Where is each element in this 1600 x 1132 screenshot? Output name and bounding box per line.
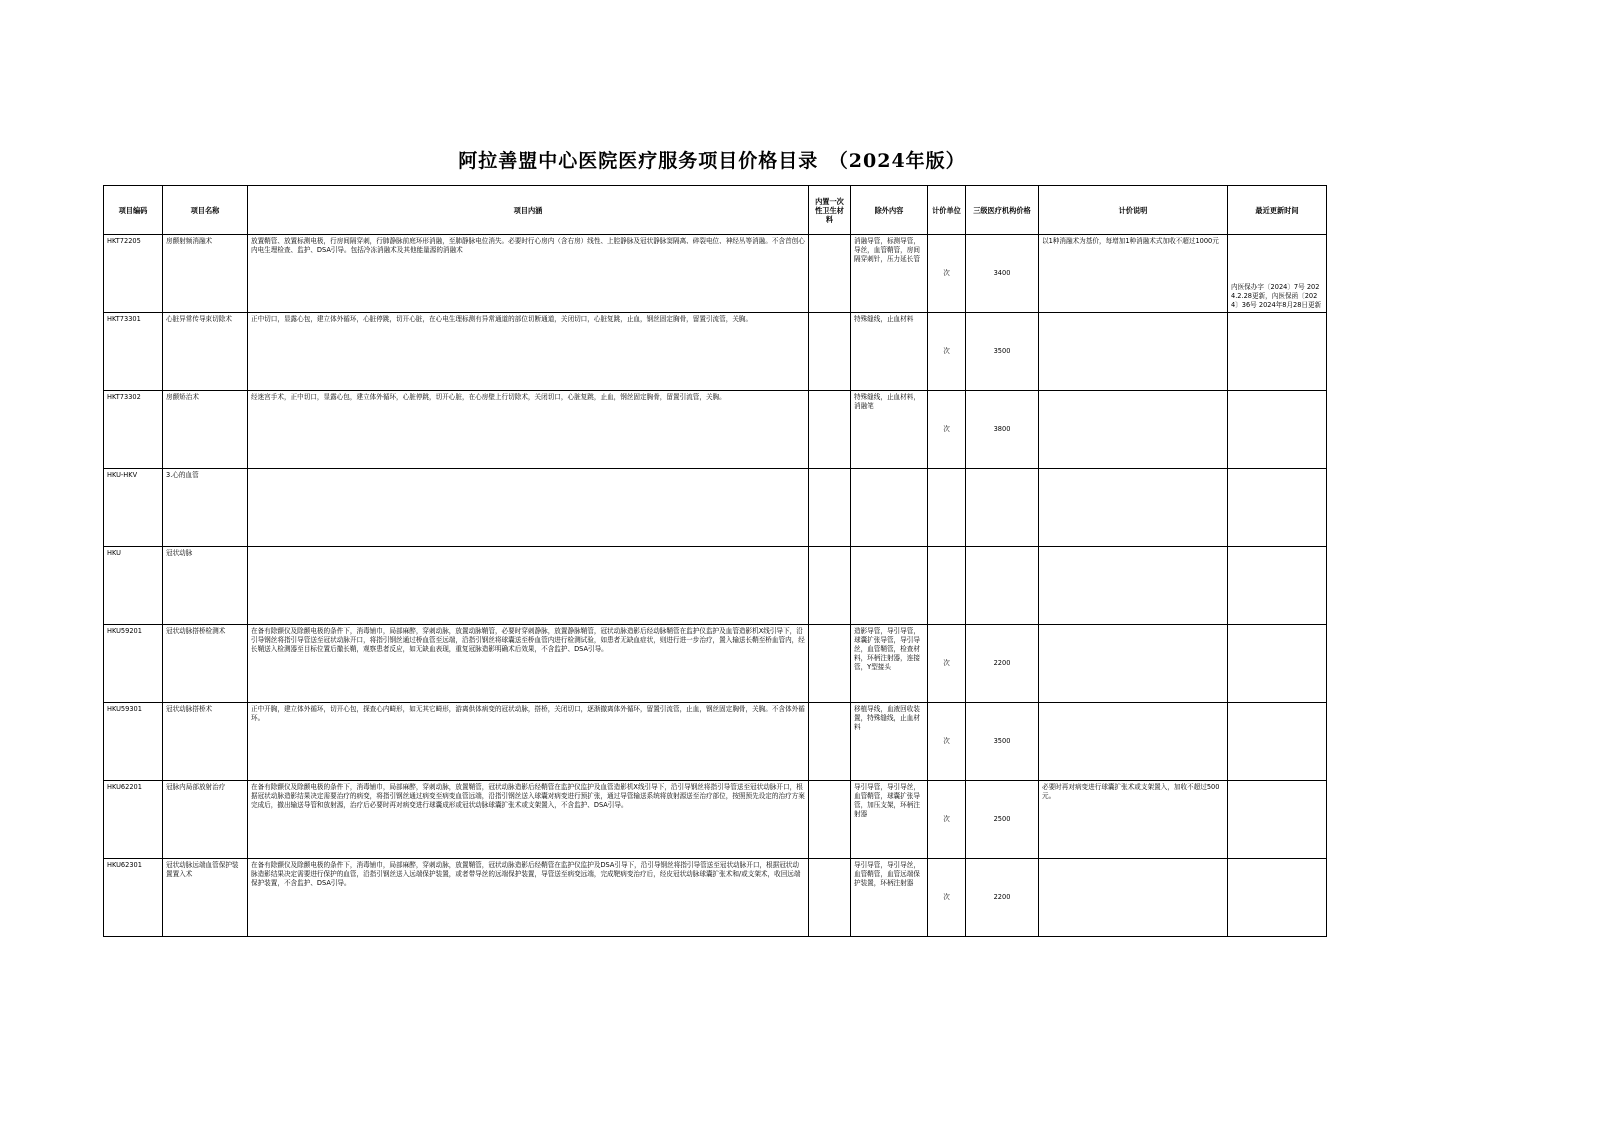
item-consumables: [809, 781, 851, 859]
item-pricing-notes: [1039, 859, 1228, 937]
item-exclusions: 移植导线，血液回收装置，特殊缝线，止血材料: [851, 703, 928, 781]
table-row: [104, 235, 1327, 313]
table-row: [104, 859, 1327, 937]
item-unit: 次: [928, 781, 966, 859]
item-name: 冠状动脉远端血管保护装置置入术: [163, 859, 248, 937]
item-exclusions: 消融导管，标测导管，导丝，血管鞘管，房间隔穿刺针，压力延长管: [851, 235, 928, 313]
item-pricing-notes: [1039, 625, 1228, 703]
item-code: HKU62301: [104, 859, 163, 937]
item-price: [966, 469, 1039, 547]
item-price: 2200: [966, 625, 1039, 703]
item-content: 正中开胸，建立体外循环，切开心包，探查心内畸形，如无其它畸形，游离供体病变的冠状动脉，搭桥，关闭切口，逐渐撤离体外循环，留置引流管，止血，钢丝固定胸骨，关胸。不含体外循环。: [248, 703, 809, 781]
item-name: 心脏异常传导束切除术: [163, 313, 248, 391]
item-unit: [928, 469, 966, 547]
item-exclusions: [851, 469, 928, 547]
item-price: 3800: [966, 391, 1039, 469]
item-consumables: [809, 547, 851, 625]
item-name: 冠状动脉: [163, 547, 248, 625]
item-content: 在备有除颤仪及除颤电极的条件下，消毒铺巾，局部麻醉，穿刺动脉，放置鞘管，冠状动脉造影后经鞘管在监护仪监护及血管造影机X线引导下，沿引导钢丝将指引导管送至冠状动脉开口，根据冠状动脉造影结果决定需要治疗的病变，将指引钢丝通过病变至病变血管远端，沿指引钢丝送入球囊对病变进行预扩张，通过导管输送系统将放射源送至治疗部位，按照预先设定的治疗方案完成后，撤出输送导管和放射源，治疗后必要时再对病变进行球囊成形或冠状动脉球囊扩张术或支架置入，不含监护、DSA引导。: [248, 781, 809, 859]
item-consumables: [809, 859, 851, 937]
item-updated: [1228, 469, 1327, 547]
item-code: HKT73302: [104, 391, 163, 469]
item-updated: [1228, 313, 1327, 391]
item-updated: [1228, 781, 1327, 859]
item-code: HKU62201: [104, 781, 163, 859]
column-header-content: 项目内涵: [248, 186, 809, 235]
item-exclusions: 导引导管，导引导丝，血管鞘管，血管远端保护装置，环柄注射器: [851, 859, 928, 937]
item-consumables: [809, 703, 851, 781]
item-unit: 次: [928, 235, 966, 313]
item-name: 房颤矫治术: [163, 391, 248, 469]
table-row: [104, 391, 1327, 469]
item-code: HKU59301: [104, 703, 163, 781]
item-content: 正中切口，显露心包，建立体外循环，心脏停跳，切开心脏，在心电生理标测有异常通道的部位切断通道，关闭切口，心脏复跳，止血，钢丝固定胸骨，留置引流管，关胸。: [248, 313, 809, 391]
table-header-row: [104, 186, 1327, 235]
item-content: [248, 547, 809, 625]
item-content: 在备有除颤仪及除颤电极的条件下，消毒铺巾，局部麻醉，穿刺动脉，放置动脉鞘管，必要时穿刺静脉，放置静脉鞘管，冠状动脉造影后经动脉鞘管在监护仪监护及血管造影机X线引导下，沿引导钢丝将指引导管送至冠状动脉开口，将指引钢丝通过桥血管至远端，沿指引钢丝将球囊送至桥血管内进行检测试验，如患者无缺血症状，则进行进一步治疗，置入输送长鞘至桥血管内，经长鞘送入检测器至目标位置后撤长鞘，观察患者反应，如无缺血表现，重复冠脉造影明确术后效果，不含监护、DSA引导。: [248, 625, 809, 703]
item-price: 3500: [966, 313, 1039, 391]
column-header-consumables: 内置一次性卫生材料: [809, 186, 851, 235]
item-content: 在备有除颤仪及除颤电极的条件下，消毒铺巾，局部麻醉，穿刺动脉，放置鞘管，冠状动脉造影后经鞘管在监护仪监护及DSA引导下，沿引导钢丝将指引导管送至冠状动脉开口，根据冠状动脉造影结果决定需要进行保护的血管，沿指引钢丝送入远端保护装置，或者带导丝的远端保护装置，导管送至病变远端，完成靶病变治疗后，经皮冠状动脉球囊扩张术和/或支架术，收回远端保护装置，不含监护、DSA引导。: [248, 859, 809, 937]
item-price: 2200: [966, 859, 1039, 937]
item-updated: 内医保办字〔2024〕7号 2024.2.28更新，內医保函〔2024〕36号 2024年8月28日更新: [1228, 235, 1327, 313]
item-price: 3400: [966, 235, 1039, 313]
item-updated: [1228, 547, 1327, 625]
item-exclusions: 特殊缝线，止血材料: [851, 313, 928, 391]
column-header-exclusions: 除外内容: [851, 186, 928, 235]
item-content: [248, 469, 809, 547]
item-exclusions: 导引导管，导引导丝，血管鞘管，球囊扩张导管，加压支架，环柄注射器: [851, 781, 928, 859]
item-consumables: [809, 625, 851, 703]
column-header-name: 项目名称: [163, 186, 248, 235]
item-pricing-notes: [1039, 547, 1228, 625]
item-unit: 次: [928, 313, 966, 391]
item-updated: [1228, 703, 1327, 781]
item-pricing-notes: [1039, 469, 1228, 547]
table-row: [104, 547, 1327, 625]
item-updated: [1228, 625, 1327, 703]
item-price: 2500: [966, 781, 1039, 859]
table-row: [104, 625, 1327, 703]
item-pricing-notes: [1039, 313, 1228, 391]
item-unit: [928, 547, 966, 625]
item-pricing-notes: [1039, 703, 1228, 781]
item-pricing-notes: 必要时再对病变进行球囊扩张术或支架置入，加收不超过500元。: [1039, 781, 1228, 859]
column-header-pricing-notes: 计价说明: [1039, 186, 1228, 235]
item-code: HKT73301: [104, 313, 163, 391]
item-exclusions: 特殊缝线，止血材料，消融笔: [851, 391, 928, 469]
item-consumables: [809, 391, 851, 469]
item-code: HKU59201: [104, 625, 163, 703]
table-row: [104, 469, 1327, 547]
column-header-code: 项目编码: [104, 186, 163, 235]
item-consumables: [809, 469, 851, 547]
item-name: 冠状动脉搭桥检测术: [163, 625, 248, 703]
column-header-updated: 最近更新时间: [1228, 186, 1327, 235]
item-code: HKU: [104, 547, 163, 625]
item-name: 房颤射频消融术: [163, 235, 248, 313]
item-code: HKU-HKV: [104, 469, 163, 547]
item-content: 经迷宫手术，正中切口，显露心包，建立体外循环，心脏停跳，切开心脏，在心房壁上行切除术，关闭切口，心脏复跳，止血，钢丝固定胸骨，留置引流管，关胸。: [248, 391, 809, 469]
item-unit: 次: [928, 625, 966, 703]
item-unit: 次: [928, 703, 966, 781]
table-row: [104, 703, 1327, 781]
item-name: 冠脉内局部放射治疗: [163, 781, 248, 859]
item-pricing-notes: 以1种消融术为基价，每增加1种消融术式加收不超过1000元: [1039, 235, 1228, 313]
item-code: HKT72205: [104, 235, 163, 313]
price-catalog-table: [103, 185, 1327, 937]
table-row: [104, 313, 1327, 391]
document-title: 阿拉善盟中心医院医疗服务项目价格目录 （2024年版）: [458, 150, 966, 172]
item-consumables: [809, 235, 851, 313]
item-unit: 次: [928, 391, 966, 469]
column-header-price: 三级医疗机构价格: [966, 186, 1039, 235]
item-updated: [1228, 391, 1327, 469]
item-exclusions: [851, 547, 928, 625]
item-pricing-notes: [1039, 391, 1228, 469]
column-header-unit: 计价单位: [928, 186, 966, 235]
item-content: 放置鞘管、放置标测电极，行房间隔穿刺，行肺静脉前庭环形消融，至肺静脉电位消失。必要时行心房内（含右房）线性、上腔静脉及冠状静脉窦隔离、碎裂电位、神经丛等消融。不含首创心内电生理检查、监护、DSA引导。包括冷冻消融术及其他能量源的消融术: [248, 235, 809, 313]
item-price: [966, 547, 1039, 625]
item-price: 3500: [966, 703, 1039, 781]
item-unit: 次: [928, 859, 966, 937]
item-consumables: [809, 313, 851, 391]
item-name: 3.心的血管: [163, 469, 248, 547]
item-updated: [1228, 859, 1327, 937]
table-row: [104, 781, 1327, 859]
item-name: 冠状动脉搭桥术: [163, 703, 248, 781]
item-exclusions: 造影导管，导引导管，球囊扩张导管，导引导丝，血管鞘管，检查材料，环柄注射器，连接管，Y型接头: [851, 625, 928, 703]
